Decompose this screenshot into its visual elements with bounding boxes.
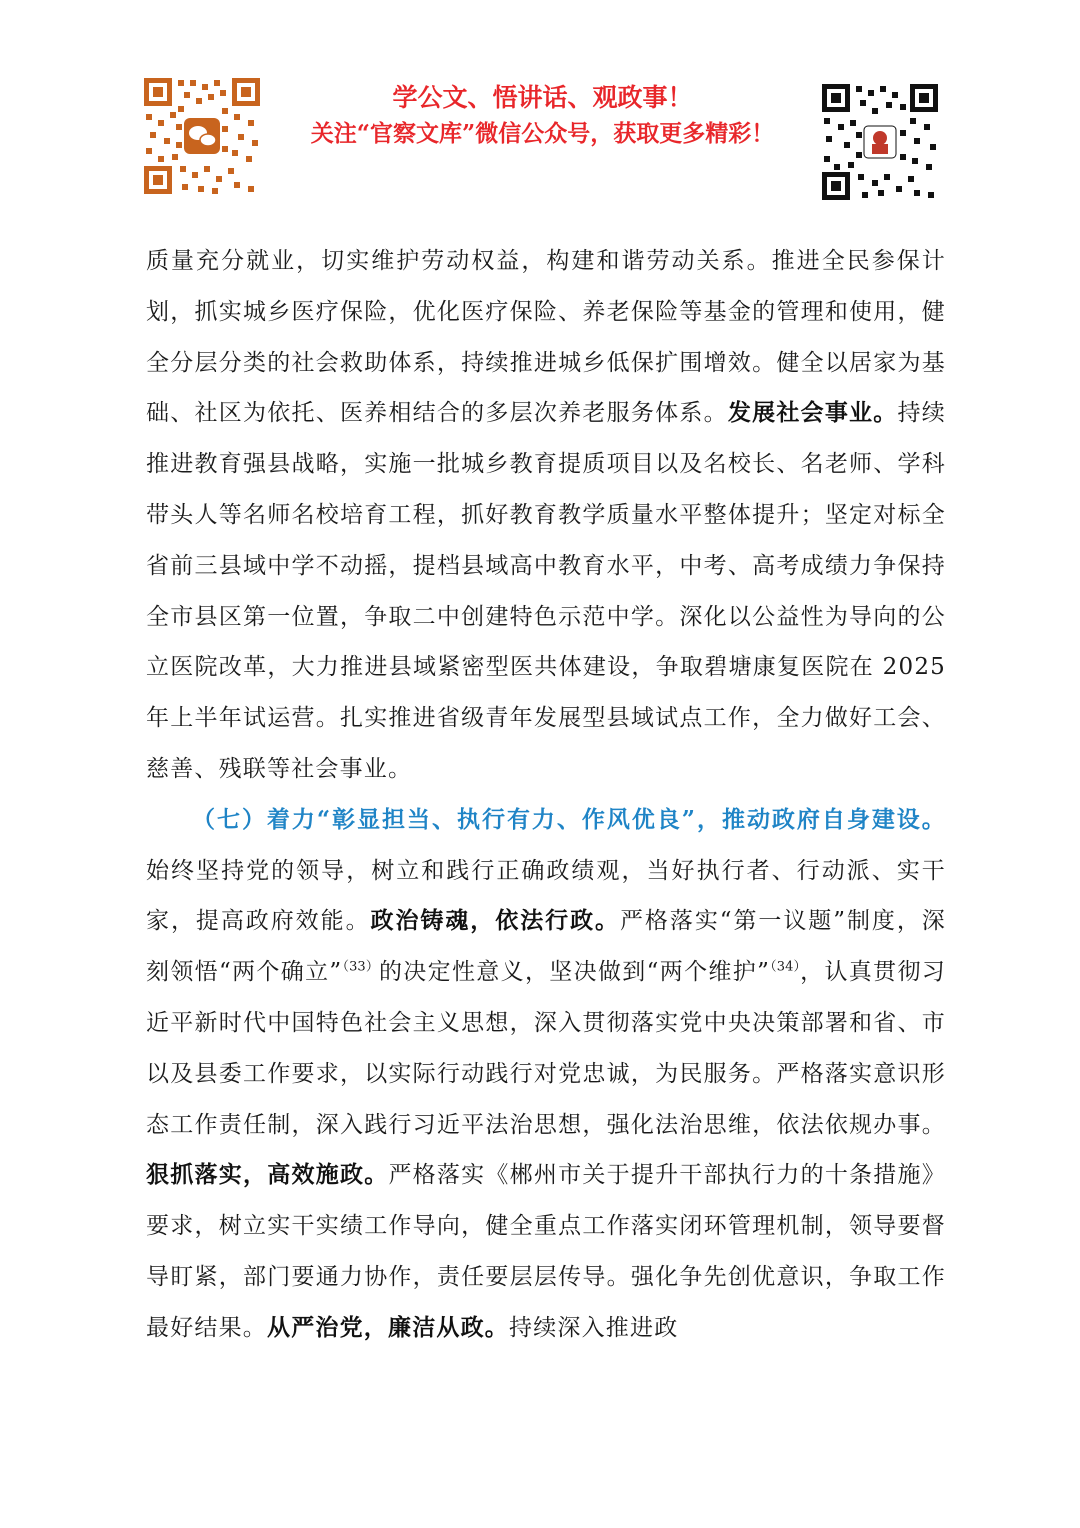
text-run: 始终坚持党的领导，树立和践行正确政绩观，当好执行者、行动派、实干家，提高政府效能。	[146, 857, 946, 935]
text-run: 持续深入推进政	[509, 1314, 679, 1341]
text-run: 质量充分就业，切实维护劳动权益，构建和谐劳动关系。推进全民参保计划，抓实城乡医疗保险，优化医疗保险、养老保险等基金的管理和使用，健全分层分类的社会救助体系，持续推进城乡低保扩围增效。健全以居家为基础、社区为依托、医养相结合的多层次养老服务体系。	[146, 248, 946, 427]
banner-slogan	[270, 80, 815, 152]
document-body	[146, 236, 946, 1354]
text-run: 持续推进教育强县战略，实施一批城乡教育提质项目以及名校长、名老师、学科带头人等名师名校培育工程，抓好教育教学质量水平整体提升；坚定对标全省前三县域中学不动摇，提档县域高中教育水平，中考、高考成绩力争保持全市县区第一位置，争取二中创建特色示范中学。深化以公益性为导向的公立医院改革，大力推进县域紧密型医共体建设，争取碧塘康复医院在 2025 年上半年试运营。扎实推进省级青年发展型县域试点工作，全力做好工会、慈善、残联等社会事业。	[146, 400, 946, 782]
section-heading-7: （七）着力“彰显担当、执行有力、作风优良”，推动政府自身建设。	[192, 805, 946, 833]
footnote-ref-33[interactable]: （33）	[342, 959, 379, 975]
footnote-ref-34[interactable]: （34）	[770, 959, 801, 975]
qr-code-icon[interactable]	[820, 82, 940, 202]
subheading-political-soul: 政治铸魂，依法行政。	[370, 907, 620, 935]
paragraph-government-building	[146, 795, 946, 1354]
banner-line-2: 关注“官察文库”微信公众号，获取更多精彩！	[310, 120, 775, 147]
subheading-implementation: 狠抓落实，高效施政。	[146, 1161, 389, 1189]
text-run: 的决定性意义，坚决做到“两个维护”	[378, 959, 771, 986]
header-banner	[0, 70, 1080, 205]
subheading-strict-governance: 从严治党，廉洁从政。	[267, 1313, 509, 1341]
paragraph-social-services	[146, 236, 946, 795]
banner-line-1: 学公文、悟讲话、观政事！	[392, 83, 693, 112]
text-run: 严格落实“第一议题”制度，深刻领悟“两个确立”	[146, 908, 946, 986]
subheading-social-affairs: 发展社会事业。	[727, 399, 898, 427]
text-run: 严格落实《郴州市关于提升干部执行力的十条措施》要求，树立实干实绩工作导向，健全重点工作落实闭环管理机制，领导要督导盯紧，部门要通力协作，责任要层层传导。强化争先创优意识，争取工作最好结果。	[146, 1162, 946, 1341]
wechat-qr-icon[interactable]	[142, 76, 262, 196]
text-run: ，认真贯彻习近平新时代中国特色社会主义思想，深入贯彻落实党中央决策部署和省、市以及县委工作要求，以实际行动践行对党忠诚，为民服务。严格落实意识形态工作责任制，深入践行习近平法治思想，强化法治思维，依法依规办事。	[146, 959, 946, 1138]
